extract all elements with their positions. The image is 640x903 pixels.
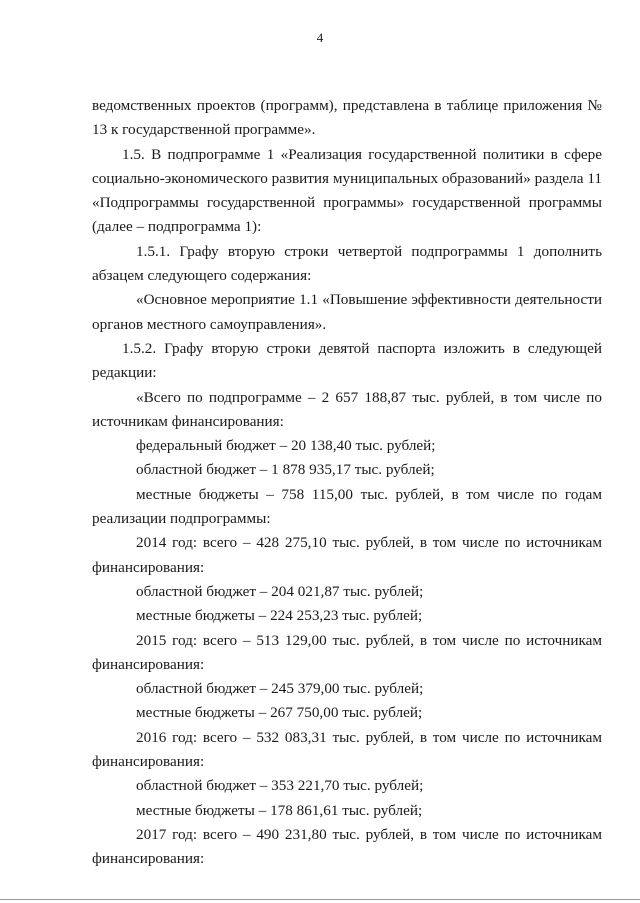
line-regional-budget: областной бюджет – 1 878 935,17 тыс. рублей; [136,461,435,479]
line-2014-local: местные бюджеты – 224 253,23 тыс. рублей; [136,607,423,625]
paragraph-1-5: 1.5. В подпрограмме 1 «Реализация государственной политики в сфере социально-экономического развития муниципальных образований» раздела 11 «Подпрограммы государственной программы» государственной программы (далее – подпрограмма 1): [92,145,602,236]
paragraph-local-budgets: местные бюджеты – 758 115,00 тыс. рублей, в том числе по годам реализации подпрограммы: [92,485,602,528]
paragraph-1-5-1: 1.5.1. Графу вторую строки четвертой подпрограммы 1 дополнить абзацем следующего содержания: [92,242,602,285]
line-2014-regional: областной бюджет – 204 021,87 тыс. рублей; [136,582,424,600]
paragraph-total-funding: «Всего по подпрограмме – 2 657 188,87 тыс. рублей, в том числе по источникам финансирования: [92,388,602,430]
line-2016-regional: областной бюджет – 353 221,70 тыс. рублей; [136,777,424,795]
paragraph-year-2017: 2017 год: всего – 490 231,80 тыс. рублей, в том числе по источникам финансирования: [92,825,602,868]
paragraph-main-activity: «Основное мероприятие 1.1 «Повышение эффективности деятельности органов местного самоуправления». [92,291,602,333]
bottom-scan-edge [0,899,640,900]
paragraph-year-2016: 2016 год: всего – 532 083,31 тыс. рублей, в том числе по источникам финансирования: [92,728,602,771]
line-federal-budget: федеральный бюджет – 20 138,40 тыс. рублей; [136,437,436,455]
paragraph-year-2015: 2015 год: всего – 513 129,00 тыс. рублей, в том числе по источникам финансирования: [92,631,602,673]
document-body [92,94,602,872]
paragraph-continuation: ведомственных проектов (программ), представлена в таблице приложения № 13 к государственной программе». [92,97,602,139]
line-2015-local: местные бюджеты – 267 750,00 тыс. рублей; [136,704,423,722]
paragraph-year-2014: 2014 год: всего – 428 275,10 тыс. рублей, в том числе по источникам финансирования: [92,534,602,576]
page-number: 4 [316,30,324,45]
paragraph-1-5-2: 1.5.2. Графу вторую строки девятой паспорта изложить в следующей редакции: [92,339,602,382]
line-2015-regional: областной бюджет – 245 379,00 тыс. рублей; [136,680,424,698]
line-2016-local: местные бюджеты – 178 861,61 тыс. рублей; [136,801,423,819]
